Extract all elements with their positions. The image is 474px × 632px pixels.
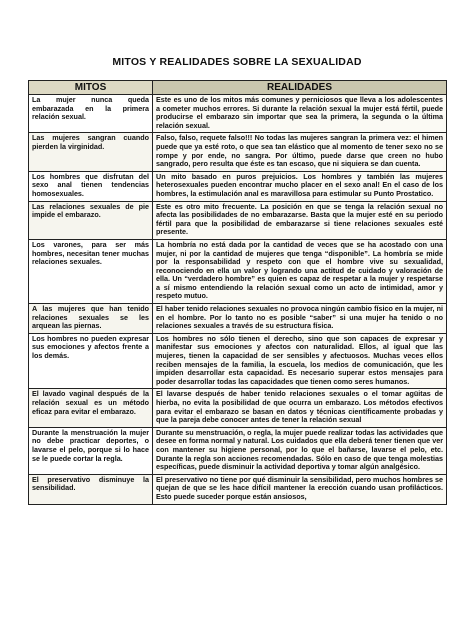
reality-cell: Falso, falso, requete falso!!! No todas las mujeres sangran la primera vez: el himen puede que ya esté roto, o que sea tan elástico que al momento de tener sexo no se rompe y por ende, no sangra. Por último, puede darse que creen no hubo sangrado, pero resulta que éste es tan escaso, que ni siquiera se dan cuenta.: [153, 133, 447, 171]
myth-cell: Los hombres no pueden expresar sus emociones y afectos frente a los demás.: [29, 333, 153, 389]
myth-cell: El preservativo disminuye la sensibilidad.: [29, 474, 153, 504]
reality-cell: El preservativo no tiene por qué disminuir la sensibilidad, pero muchos hombres se quejan de que se les hace difícil mantener la erección cuando usan profilácticos. Esto puede suceder porque están ansiosos,: [153, 474, 447, 504]
table-row: [29, 304, 447, 334]
myths-table: [28, 80, 447, 505]
myth-cell: Los hombres que disfrutan del sexo anal tienen tendencias homosexuales.: [29, 171, 153, 201]
table-row: [29, 201, 447, 239]
table-row: [29, 95, 447, 133]
reality-cell: Durante su menstruación, o regla, la mujer puede realizar todas las actividades que desee en forma normal y natural. Los cuidados que ella deberá tener tienen que ver con mantener su higiene personal, por lo que el bañarse, lavarse el pelo, etc. Durante la regla son acciones recomendadas. Sólo en caso de que tenga molestias específicas, puede disminuir la actividad deportiva y tomar algún analgésico.: [153, 427, 447, 474]
myth-cell: A las mujeres que han tenido relaciones sexuales se les arquean las piernas.: [29, 304, 153, 334]
reality-cell: Este es uno de los mitos más comunes y perniciosos que lleva a los adolescentes a cometer muchos errores. Si durante la relación sexual la mujer está fértil, puede producirse el embarazo sin importar que sea la primera, la segunda o la última relación sexual.: [153, 95, 447, 133]
table-row: [29, 427, 447, 474]
myth-cell: Las relaciones sexuales de pie impide el embarazo.: [29, 201, 153, 239]
myth-cell: La mujer nunca queda embarazada en la primera relación sexual.: [29, 95, 153, 133]
reality-cell: Este es otro mito frecuente. La posición en que se tenga la relación sexual no afecta las posibilidades de no embarazarse. Basta que la mujer esté en su periodo fértil para que la posibilidad de embarazarse si tiene relaciones sexuales esté presente.: [153, 201, 447, 239]
table-row: [29, 133, 447, 171]
header-mitos: MITOS: [29, 81, 153, 95]
table-row: [29, 333, 447, 389]
reality-cell: El lavarse después de haber tenido relaciones sexuales o el tomar agüitas de hierba, no evita la posibilidad de que ocurra un embarazo. Los métodos efectivos para evitar el embarazo se basan en datos y técnicas científicamente probadas y que la pareja debe conocer antes de tener la relación sexual: [153, 389, 447, 427]
table-row: [29, 171, 447, 201]
myth-cell: Las mujeres sangran cuando pierden la virginidad.: [29, 133, 153, 171]
table-row: [29, 474, 447, 504]
reality-cell: La hombría no está dada por la cantidad de veces que se ha acostado con una mujer, ni por la cantidad de mujeres que tenga “disponible”. La hombría se mide por la responsabilidad y respeto con que el hombre vive su sexualidad, reconociendo en ella un valor y logrando una actitud de cuidado y valoración de ella. Un “verdadero hombre” es quien es capaz de respetar a la mujer y respetarse a sí mismo entendiendo la relación sexual como un acto de intimidad, amor y respeto mutuo.: [153, 239, 447, 303]
reality-cell: El haber tenido relaciones sexuales no provoca ningún cambio físico en la mujer, ni en el hombre. Por lo tanto no es posible “saber” si una mujer ha tenido o no relaciones sexuales a través de su estructura física.: [153, 304, 447, 334]
myth-cell: El lavado vaginal después de la relación sexual es un método eficaz para evitar el embarazo.: [29, 389, 153, 427]
table-row: [29, 239, 447, 303]
reality-cell: Un mito basado en puros prejuicios. Los hombres y también las mujeres heterosexuales pueden encontrar mucho placer en el sexo anal! En el caso de los hombres, la estimulación anal es maravillosa para estimular su Punto Prostatico.: [153, 171, 447, 201]
myth-cell: Durante la menstruación la mujer no debe practicar deportes, o lavarse el pelo, porque si lo hace se le puede cortar la regla.: [29, 427, 153, 474]
table-header-row: [29, 81, 447, 95]
myth-cell: Los varones, para ser más hombres, necesitan tener muchas relaciones sexuales.: [29, 239, 153, 303]
reality-cell: Los hombres no sólo tienen el derecho, sino que son capaces de expresar y manifestar sus emociones y afectos con naturalidad. Ellos, al igual que las mujeres, tienen la capacidad de ser sensibles y afectuosos. Muchas veces ellos reciben mensajes de la familia, la escuela, los medios de comunicación, que les impiden desarrollar esta capacidad. Es necesario superar estos mensajes para poder desarrollar todas las capacidades que tienen como seres humanos.: [153, 333, 447, 389]
document-title: MITOS Y REALIDADES SOBRE LA SEXUALIDAD: [112, 56, 362, 68]
header-realidades: REALIDADES: [153, 81, 447, 95]
table-row: [29, 389, 447, 427]
